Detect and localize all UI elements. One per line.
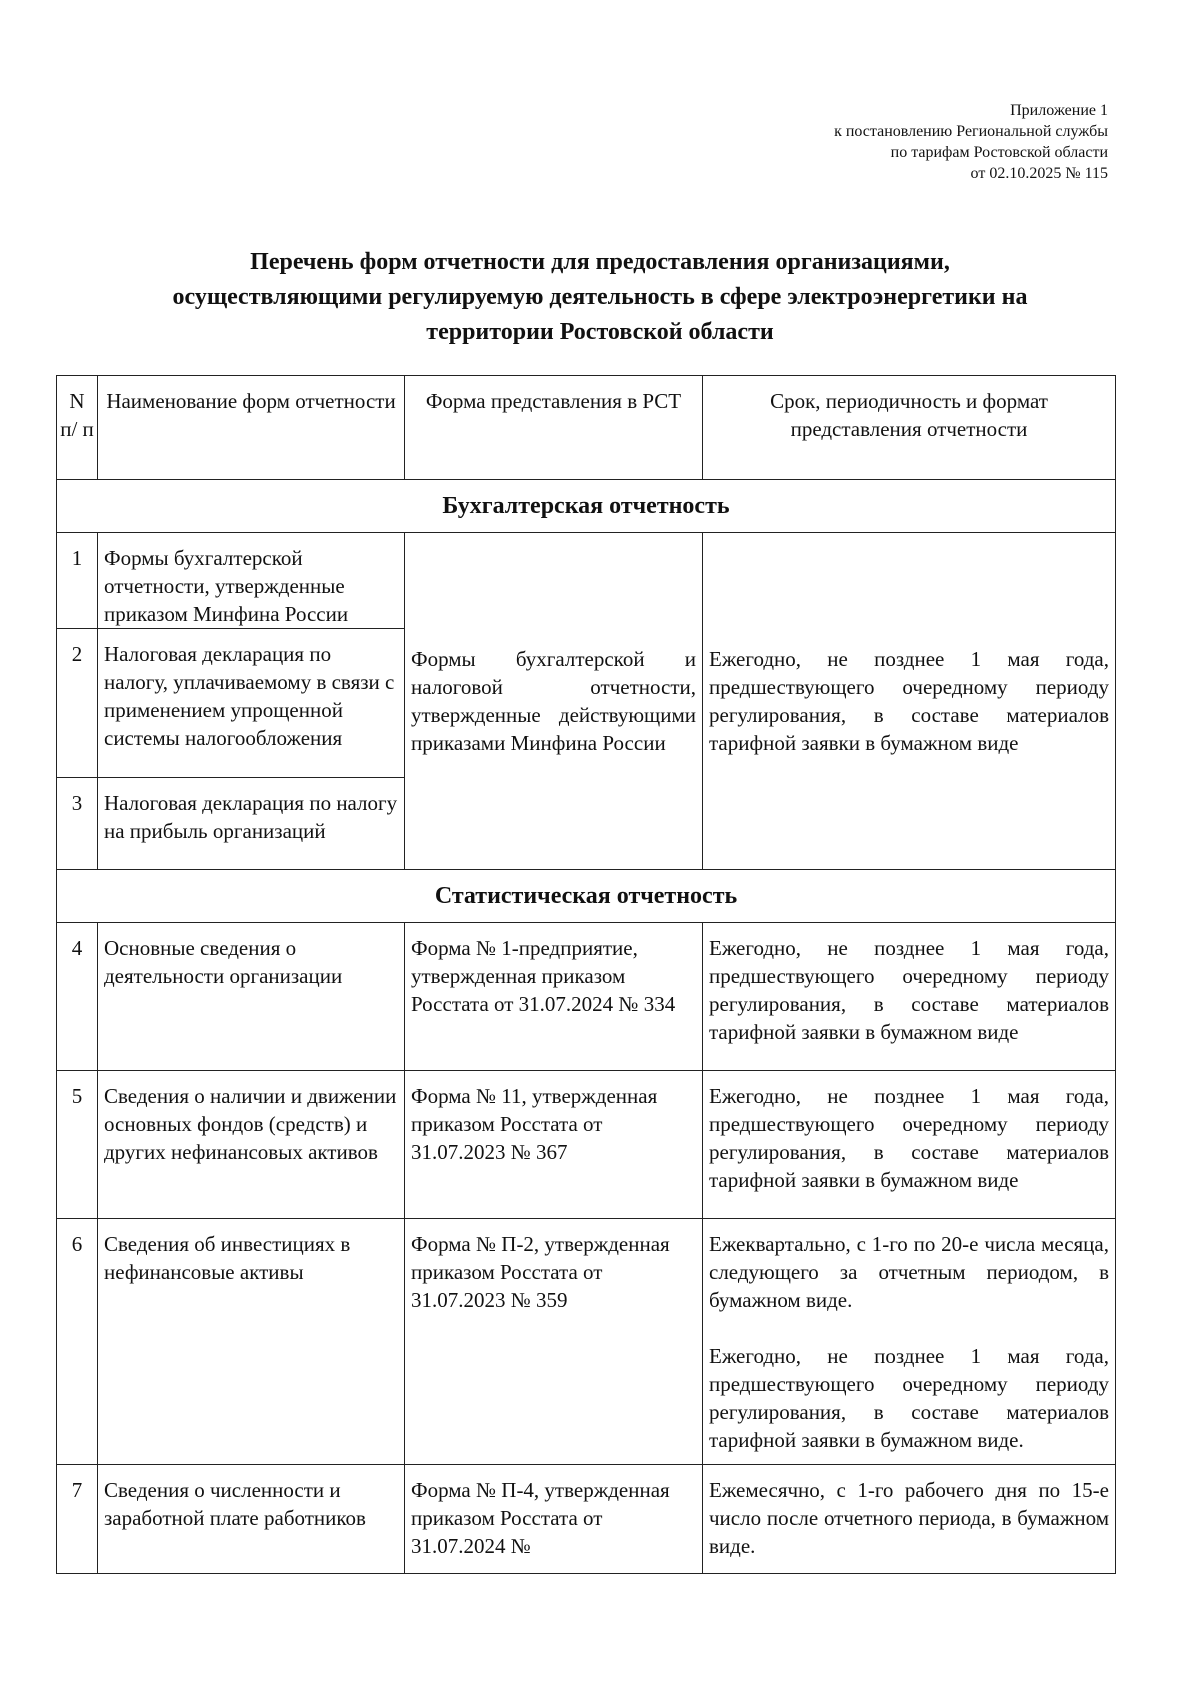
reporting-forms-table <box>56 375 1116 1574</box>
merged-form-cell: Формы бухгалтерской и налоговой отчетности, утвержденные действующими приказами Минфина России <box>405 533 703 870</box>
row-num: 6 <box>57 1219 98 1465</box>
row-form: Форма № 1-предприятие, утвержденная приказом Росстата от 31.07.2024 № 334 <box>405 923 703 1071</box>
table-row <box>57 1219 1116 1465</box>
appendix-line: от 02.10.2025 № 115 <box>970 165 1108 182</box>
row-num: 1 <box>57 533 98 629</box>
row-form: Форма № 11, утвержденная приказом Росстата от 31.07.2023 № 367 <box>405 1071 703 1219</box>
row-form: Форма № П-4, утвержденная приказом Росстата от 31.07.2024 № <box>405 1465 703 1574</box>
header-form: Форма представления в РСТ <box>405 376 703 480</box>
table-row <box>57 1465 1116 1574</box>
appendix-line: к постановлению Региональной службы <box>834 123 1108 140</box>
deadline-paragraph: Ежеквартально, с 1-го по 20-е числа месяца, следующего за отчетным периодом, в бумажном виде. <box>709 1232 1109 1312</box>
row-num: 3 <box>57 778 98 870</box>
table-row <box>57 1071 1116 1219</box>
section-accounting: Бухгалтерская отчетность <box>57 480 1116 533</box>
header-num: N п/ п <box>57 376 98 480</box>
section-row <box>57 870 1116 923</box>
row-name: Сведения о наличии и движении основных фондов (средств) и других нефинансовых активов <box>98 1071 405 1219</box>
row-num: 5 <box>57 1071 98 1219</box>
row-form: Форма № П-2, утвержденная приказом Росстата от 31.07.2023 № 359 <box>405 1219 703 1465</box>
header-deadline: Срок, периодичность и формат представления отчетности <box>703 376 1116 480</box>
table-row <box>57 923 1116 1071</box>
row-num: 2 <box>57 629 98 778</box>
appendix-line: Приложение 1 <box>1010 102 1108 119</box>
row-name: Сведения об инвестициях в нефинансовые активы <box>98 1219 405 1465</box>
row-deadline: Ежегодно, не позднее 1 мая года, предшествующего очередному периоду регулирования, в составе материалов тарифной заявки в бумажном виде <box>703 923 1116 1071</box>
row-deadline <box>703 1219 1116 1465</box>
title-line: осуществляющими регулируемую деятельность в сфере электроэнергетики на <box>172 284 1028 310</box>
section-statistics: Статистическая отчетность <box>57 870 1116 923</box>
merged-deadline-cell: Ежегодно, не позднее 1 мая года, предшествующего очередному периоду регулирования, в составе материалов тарифной заявки в бумажном виде <box>703 533 1116 870</box>
table-header-row <box>57 376 1116 480</box>
title-line: Перечень форм отчетности для предоставления организациями, <box>250 249 950 275</box>
row-name: Налоговая декларация по налогу на прибыль организаций <box>98 778 405 870</box>
deadline-paragraph: Ежегодно, не позднее 1 мая года, предшествующего очередному периоду регулирования, в составе материалов тарифной заявки в бумажном виде. <box>709 1344 1109 1452</box>
appendix-line: по тарифам Ростовской области <box>890 144 1108 161</box>
table-row <box>57 533 1116 629</box>
row-num: 7 <box>57 1465 98 1574</box>
row-deadline: Ежемесячно, с 1-го рабочего дня по 15-е число после отчетного периода, в бумажном виде. <box>703 1465 1116 1574</box>
appendix-block <box>588 100 1108 184</box>
row-deadline: Ежегодно, не позднее 1 мая года, предшествующего очередному периоду регулирования, в составе материалов тарифной заявки в бумажном виде <box>703 1071 1116 1219</box>
row-name: Формы бухгалтерской отчетности, утвержденные приказом Минфина России <box>98 533 405 629</box>
section-row <box>57 480 1116 533</box>
row-name: Налоговая декларация по налогу, уплачиваемому в связи с применением упрощенной системы налогообложения <box>98 629 405 778</box>
header-name: Наименование форм отчетности <box>98 376 405 480</box>
row-num: 4 <box>57 923 98 1071</box>
row-name: Сведения о численности и заработной плате работников <box>98 1465 405 1574</box>
title-line: территории Ростовской области <box>426 319 774 345</box>
document-title <box>60 245 1140 350</box>
row-name: Основные сведения о деятельности организации <box>98 923 405 1071</box>
